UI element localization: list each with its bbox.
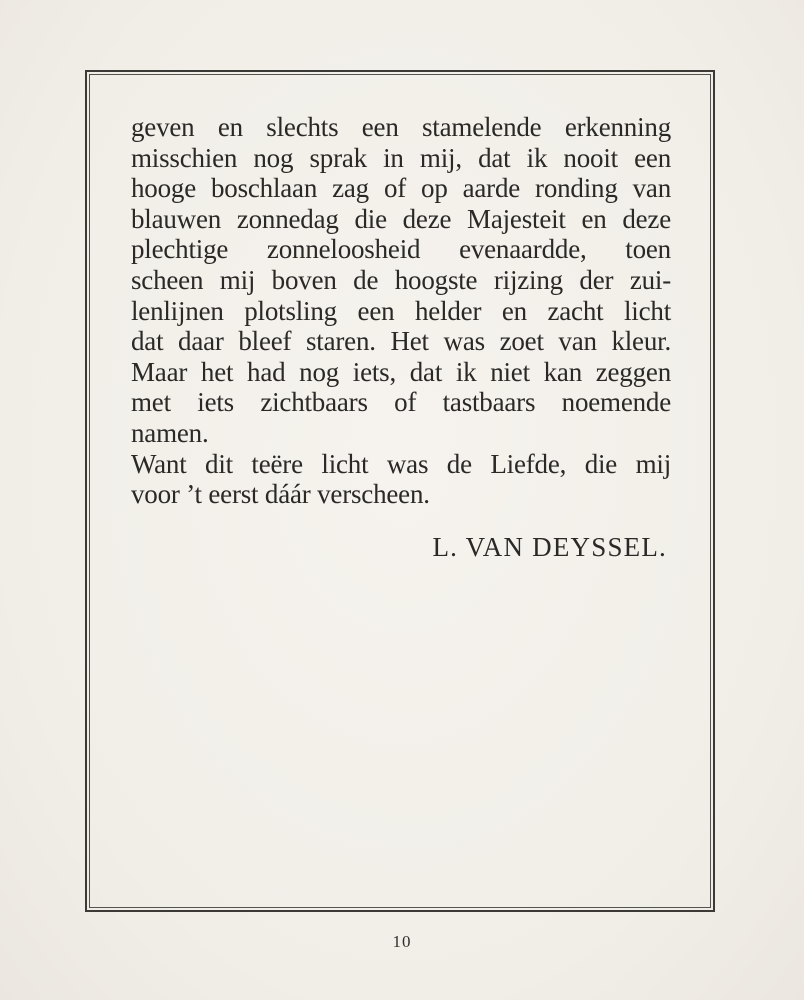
text-line: Maar het had nog iets, dat ik niet kan zeggen [131,356,671,387]
author-signature: L. VAN DEYSSEL. [432,532,667,562]
text-line: blauwen zonnedag die deze Majesteit en deze [131,203,671,234]
text-line: misschien nog sprak in mij, dat ik nooit een [131,142,671,173]
text-line: scheen mij boven de hoogste rijzing der zui- [131,264,671,295]
text-line: dat daar bleef staren. Het was zoet van kleur. [131,326,671,357]
text-line: hooge boschlaan zag of op aarde ronding van [131,173,671,204]
text-line: met iets zichtbaars of tastbaars noemende [131,387,671,418]
poem-text [131,112,671,510]
text-line: Want dit teëre licht was de Liefde, die mij [131,448,671,479]
text-line: voor ’t eerst dáár verscheen. [131,479,430,510]
page-number: 10 [392,932,412,951]
text-line: lenlijnen plotsling een helder en zacht licht [131,295,671,326]
text-line: plechtige zonneloosheid evenaardde, toen [131,234,671,265]
text-line: geven en slechts een stamelende erkenning [131,112,671,142]
text-line: namen. [131,417,209,448]
